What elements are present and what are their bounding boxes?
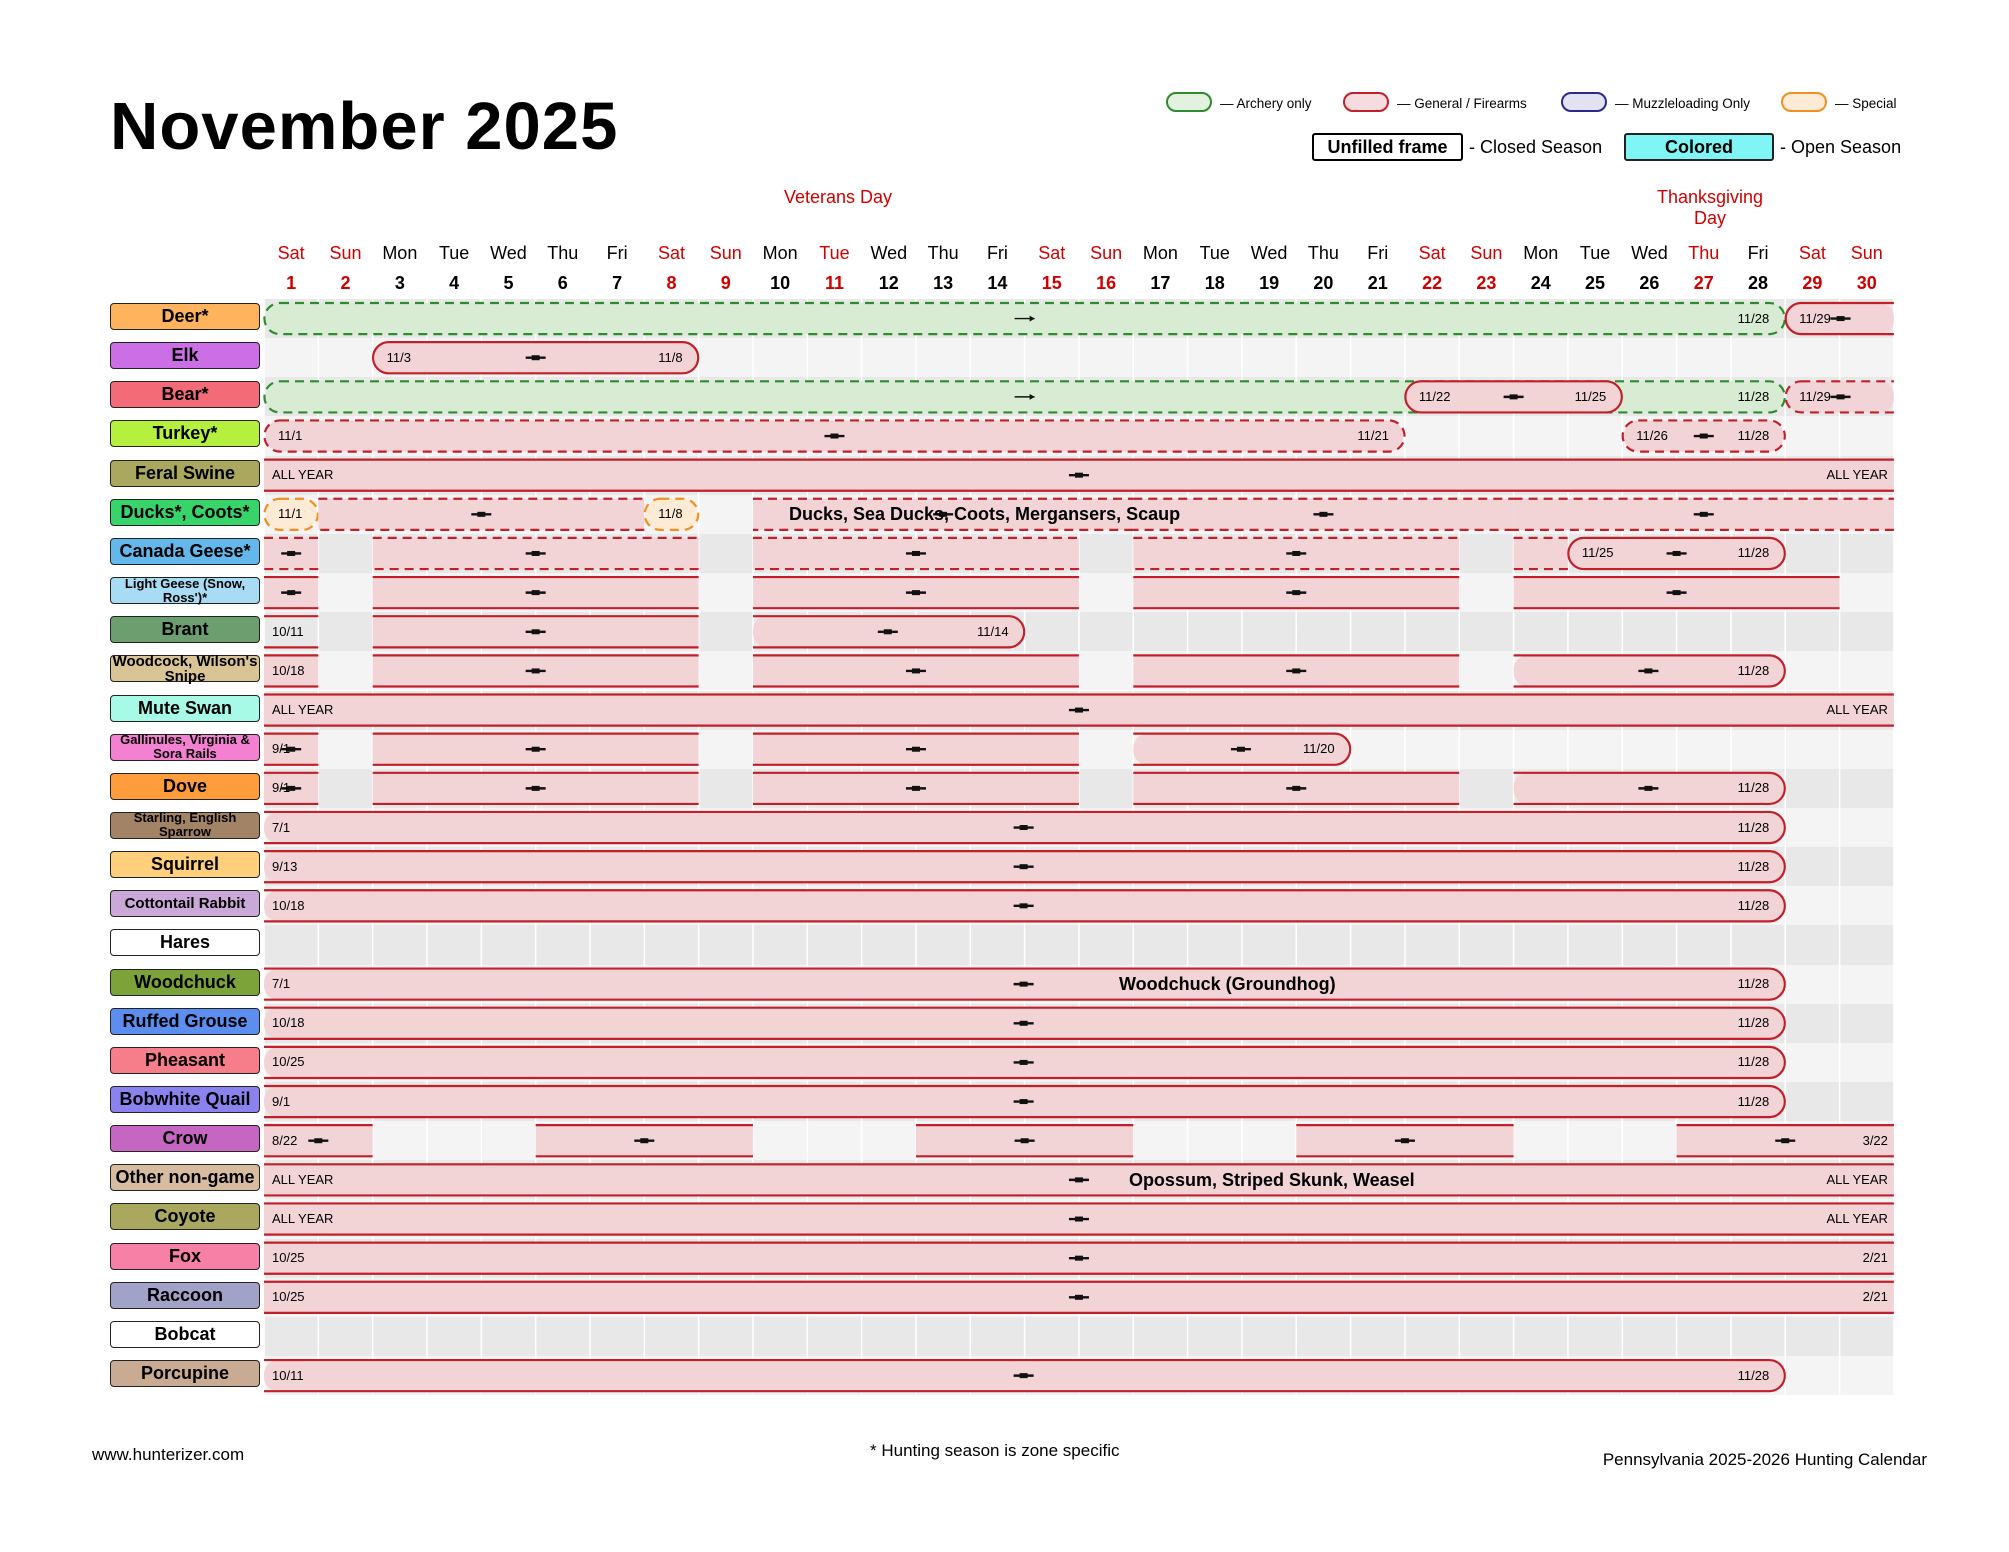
season-end-label: 11/8 xyxy=(658,349,683,365)
weekday-header: Thu xyxy=(927,243,959,263)
season-bar xyxy=(916,1125,1133,1156)
season-end-label: 11/25 xyxy=(1574,388,1607,404)
season-bar xyxy=(1133,577,1459,608)
weekday-header: Thu xyxy=(1688,243,1720,263)
season-start-label: ALL YEAR xyxy=(272,1171,334,1187)
day-number: 6 xyxy=(557,273,568,293)
species-label: Woodcock, Wilson's Snipe xyxy=(110,655,260,682)
season-bar xyxy=(1133,538,1459,569)
season-end-label: 11/14 xyxy=(977,623,1009,639)
season-end-label: 11/28 xyxy=(1737,976,1770,992)
season-end-label: 11/28 xyxy=(1737,545,1770,561)
season-end-label: 11/28 xyxy=(1737,819,1770,835)
season-bar xyxy=(264,420,1404,451)
season-end-label: 11/21 xyxy=(1357,428,1389,444)
species-label: Ducks*, Coots* xyxy=(110,499,260,526)
season-start-label: 11/8 xyxy=(658,506,683,522)
species-label: Feral Swine xyxy=(110,460,260,487)
season-start-label: 11/29 xyxy=(1799,388,1831,404)
season-bar xyxy=(264,812,1785,843)
season-bar xyxy=(264,577,318,608)
day-number: 5 xyxy=(503,273,514,293)
season-bar xyxy=(264,969,1785,1000)
species-label: Light Geese (Snow, Ross')* xyxy=(110,577,260,604)
season-bar xyxy=(373,616,699,647)
day-number: 15 xyxy=(1041,273,1062,293)
season-end-label: ALL YEAR xyxy=(1826,1211,1888,1227)
weekday-header: Sat xyxy=(277,243,305,263)
day-number: 8 xyxy=(666,273,677,293)
season-end-label: 11/28 xyxy=(1737,897,1770,913)
weekday-header: Sat xyxy=(1418,243,1446,263)
season-end-label: 11/28 xyxy=(1737,858,1770,874)
season-start-label: 10/11 xyxy=(272,623,304,639)
season-end-label: 11/28 xyxy=(1737,1015,1770,1031)
day-number: 21 xyxy=(1367,273,1388,293)
season-end-label: 11/28 xyxy=(1737,780,1770,796)
weekday-header: Tue xyxy=(819,243,850,263)
season-bar xyxy=(1514,499,1894,530)
season-bar xyxy=(753,655,1079,686)
day-number: 23 xyxy=(1476,273,1497,293)
season-bar xyxy=(1133,499,1513,530)
weekday-header: Sat xyxy=(1798,243,1826,263)
species-label: Elk xyxy=(110,342,260,369)
day-number: 11 xyxy=(824,273,844,293)
open-season-label: - Open Season xyxy=(1780,137,1902,157)
season-bar xyxy=(1133,655,1459,686)
unfilled-frame-legend: Unfilled frame xyxy=(1312,133,1463,161)
weekday-header: Sun xyxy=(709,243,742,263)
special-legend-label: — Special xyxy=(1835,96,1897,111)
season-start-label: ALL YEAR xyxy=(272,702,334,718)
weekday-header: Tue xyxy=(438,243,470,263)
weekday-header: Sun xyxy=(1850,243,1883,263)
season-bar xyxy=(373,538,699,569)
day-number: 22 xyxy=(1422,273,1443,293)
weekday-header: Sun xyxy=(1090,243,1123,263)
weekday-header: Tue xyxy=(1579,243,1611,263)
weekday-header: Sun xyxy=(329,243,362,263)
footer-note: * Hunting season is zone specific xyxy=(870,1441,1120,1460)
day-number: 29 xyxy=(1802,273,1823,293)
season-end-label: ALL YEAR xyxy=(1826,467,1888,483)
day-number: 19 xyxy=(1259,273,1280,293)
season-bar xyxy=(373,342,698,373)
archery-legend-label: — Archery only xyxy=(1220,96,1312,111)
day-number: 30 xyxy=(1856,273,1877,293)
season-bar xyxy=(264,1243,1894,1274)
weekday-header: Sun xyxy=(1470,243,1503,263)
season-end-label: 2/21 xyxy=(1862,1250,1888,1266)
season-bar xyxy=(264,1047,1785,1078)
season-start-label: 10/18 xyxy=(272,662,305,678)
species-label: Deer* xyxy=(110,303,260,330)
day-number: 17 xyxy=(1150,273,1171,293)
species-label: Brant xyxy=(110,616,260,643)
season-end-label: ALL YEAR xyxy=(1826,702,1888,718)
season-start-label: 11/29 xyxy=(1799,310,1831,326)
season-bar xyxy=(264,1086,1785,1117)
weekday-header: Mon xyxy=(1523,243,1559,263)
season-start-label: 11/3 xyxy=(386,349,411,365)
season-end-label: 11/28 xyxy=(1737,388,1770,404)
season-bar xyxy=(753,538,1079,569)
season-start-label: 9/1 xyxy=(272,780,291,796)
species-label: Other non-game xyxy=(110,1164,260,1191)
season-start-label: 9/1 xyxy=(272,1093,291,1109)
day-number: 10 xyxy=(770,273,791,293)
season-end-label: 11/28 xyxy=(1737,1367,1770,1383)
general-legend-label: — General / Firearms xyxy=(1397,96,1527,111)
season-caption: Woodchuck (Groundhog) xyxy=(1118,974,1336,995)
weekday-header: Thu xyxy=(547,243,579,263)
species-label: Canada Geese* xyxy=(110,538,260,565)
colored-legend: Colored xyxy=(1624,133,1774,161)
day-number: 3 xyxy=(394,273,405,293)
species-label: Raccoon xyxy=(110,1282,260,1309)
species-label: Gallinules, Virginia & Sora Rails xyxy=(110,734,260,761)
season-start-label: 9/13 xyxy=(272,858,298,874)
season-bar xyxy=(373,773,699,804)
season-end-label: 11/28 xyxy=(1737,1093,1770,1109)
season-bar xyxy=(1514,577,1840,608)
day-number: 14 xyxy=(987,273,1008,293)
season-bar xyxy=(264,851,1785,882)
season-start-label: ALL YEAR xyxy=(272,1211,334,1227)
season-caption: Ducks, Sea Ducks, Coots, Mergansers, Scaup xyxy=(788,504,1181,525)
day-number: 27 xyxy=(1693,273,1714,293)
season-start-label: 10/18 xyxy=(272,897,305,913)
day-number: 4 xyxy=(449,273,460,293)
species-label: Squirrel xyxy=(110,851,260,878)
day-number: 20 xyxy=(1313,273,1334,293)
season-start-label: ALL YEAR xyxy=(272,467,334,483)
season-bar xyxy=(264,303,1784,334)
season-start-label: 11/22 xyxy=(1418,388,1451,404)
season-start-label: 11/1 xyxy=(278,428,303,444)
season-bar xyxy=(264,1008,1785,1039)
day-number: 12 xyxy=(878,273,899,293)
season-end-label: ALL YEAR xyxy=(1826,1171,1888,1187)
season-bar xyxy=(1514,538,1568,569)
season-bar xyxy=(753,577,1079,608)
weekday-header: Sat xyxy=(657,243,685,263)
species-label: Turkey* xyxy=(110,420,260,447)
season-bar xyxy=(264,538,318,569)
weekday-header: Fri xyxy=(986,243,1008,263)
season-bar xyxy=(1677,1125,1894,1156)
season-start-label: 10/18 xyxy=(272,1015,305,1031)
season-end-label: 11/28 xyxy=(1737,1054,1770,1070)
season-bar xyxy=(264,1203,1894,1234)
season-end-label: 11/20 xyxy=(1303,741,1335,757)
veterans-day-label: Veterans Day xyxy=(783,187,893,207)
season-bar xyxy=(753,734,1079,765)
season-bar xyxy=(1133,773,1459,804)
season-caption: Opossum, Striped Skunk, Weasel xyxy=(1128,1169,1415,1190)
season-start-label: 8/22 xyxy=(272,1132,298,1148)
season-end-label: 2/21 xyxy=(1862,1289,1888,1305)
day-number: 16 xyxy=(1096,273,1117,293)
season-bar xyxy=(264,695,1894,726)
day-number: 1 xyxy=(286,273,297,293)
species-label: Fox xyxy=(110,1243,260,1270)
season-bar xyxy=(264,460,1894,491)
season-start-label: 11/25 xyxy=(1581,545,1614,561)
species-label: Ruffed Grouse xyxy=(110,1008,260,1035)
footer-website[interactable]: www.hunterizer.com xyxy=(92,1445,245,1464)
weekday-header: Fri xyxy=(1747,243,1769,263)
species-label: Woodchuck xyxy=(110,969,260,996)
season-start-label: 9/1 xyxy=(272,741,291,757)
species-label: Hares xyxy=(110,929,260,956)
weekday-header: Wed xyxy=(490,243,527,263)
season-bar xyxy=(536,1125,753,1156)
weekday-header: Fri xyxy=(1367,243,1389,263)
season-bar xyxy=(1296,1125,1513,1156)
season-start-label: 11/1 xyxy=(278,506,303,522)
muzzle-legend-label: — Muzzleloading Only xyxy=(1615,96,1751,111)
day-number: 13 xyxy=(933,273,954,293)
footer-calendar-title: Pennsylvania 2025-2026 Hunting Calendar xyxy=(1602,1450,1927,1469)
day-number: 7 xyxy=(612,273,623,293)
weekday-header: Mon xyxy=(382,243,418,263)
page-title: November 2025 xyxy=(110,89,619,164)
season-bar xyxy=(753,773,1079,804)
day-number: 28 xyxy=(1748,273,1769,293)
day-number: 25 xyxy=(1585,273,1606,293)
season-start-label: 11/26 xyxy=(1636,428,1668,444)
season-bar xyxy=(373,734,699,765)
day-number: 26 xyxy=(1639,273,1660,293)
season-fill xyxy=(1514,538,1568,569)
species-label: Crow xyxy=(110,1125,260,1152)
season-start-label: 10/25 xyxy=(272,1289,305,1305)
season-bar xyxy=(373,655,699,686)
season-bar xyxy=(264,1164,1894,1195)
season-bar xyxy=(264,1282,1894,1313)
weekday-header: Fri xyxy=(606,243,628,263)
closed-season-label: - Closed Season xyxy=(1469,137,1603,157)
weekday-header: Mon xyxy=(762,243,798,263)
species-label: Cottontail Rabbit xyxy=(110,890,260,917)
species-label: Mute Swan xyxy=(110,695,260,722)
species-label: Bobwhite Quail xyxy=(110,1086,260,1113)
season-bar xyxy=(373,577,699,608)
weekday-header: Thu xyxy=(1307,243,1339,263)
species-label: Starling, English Sparrow xyxy=(110,812,260,839)
day-number: 24 xyxy=(1530,273,1551,293)
day-number: 18 xyxy=(1204,273,1225,293)
species-label: Bobcat xyxy=(110,1321,260,1348)
weekday-header: Sat xyxy=(1038,243,1066,263)
weekday-header: Wed xyxy=(1631,243,1668,263)
weekday-header: Mon xyxy=(1142,243,1178,263)
season-start-label: 7/1 xyxy=(272,976,291,992)
season-end-label: 11/28 xyxy=(1737,310,1770,326)
weekday-header: Wed xyxy=(870,243,908,263)
day-number: 9 xyxy=(720,273,731,293)
thanksgiving-day-label: Thanksgiving Day xyxy=(1656,187,1764,228)
species-label: Dove xyxy=(110,773,260,800)
species-label: Porcupine xyxy=(110,1360,260,1387)
season-end-label: 11/28 xyxy=(1737,428,1770,444)
day-number: 2 xyxy=(340,273,351,293)
season-start-label: 10/25 xyxy=(272,1250,305,1266)
season-bar xyxy=(264,890,1785,921)
species-label: Coyote xyxy=(110,1203,260,1230)
season-end-label: 11/28 xyxy=(1737,662,1770,678)
species-label: Bear* xyxy=(110,381,260,408)
season-bar xyxy=(318,499,644,530)
species-label: Pheasant xyxy=(110,1047,260,1074)
season-end-label: 3/22 xyxy=(1862,1132,1888,1148)
weekday-header: Tue xyxy=(1199,243,1230,263)
weekday-header: Wed xyxy=(1250,243,1288,263)
season-start-label: 10/25 xyxy=(272,1054,305,1070)
season-start-label: 10/11 xyxy=(272,1367,304,1383)
season-start-label: 7/1 xyxy=(272,819,291,835)
season-bar xyxy=(264,1360,1785,1391)
